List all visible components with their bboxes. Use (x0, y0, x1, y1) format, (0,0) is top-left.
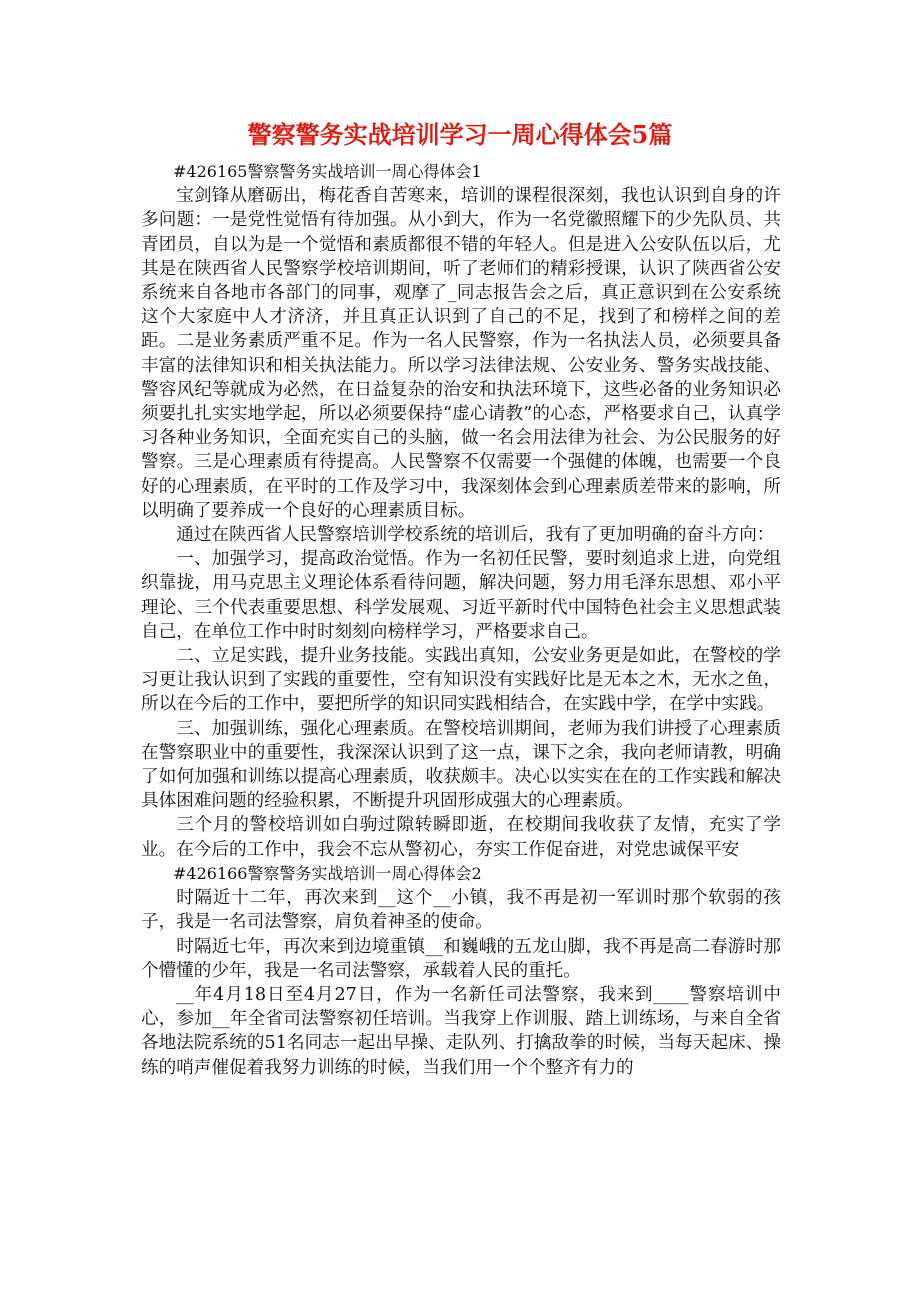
paragraph: 通过在陕西省人民警察培训学校系统的培训后，我有了更加明确的奋斗方向： (176, 525, 775, 546)
section-heading-1: #426165警察警务实战培训一周心得体会1 (173, 162, 482, 181)
paragraph: __年4月18日至4月27日，作为一名新任司法警察，我来到____警察培训中心，参加__年全省司法警察初任培训。当我穿上作训服、踏上训练场，与来自全省各地法院系统的51名同志一起出早操、走队列、打擒敌拳的时候，当每天起床、操练的哨声催促着我努力训练的时候，当我们用一个个整齐有力的 (141, 984, 781, 1078)
section-heading-2: #426166警察警务实战培训一周心得体会2 (173, 863, 482, 883)
document-body (141, 160, 781, 1080)
paragraph: 一、加强学习，提高政治觉悟。作为一名初任民警，要时刻追求上进，向党组织靠拢，用马克思主义理论体系看待问题，解决问题，努力用毛泽东思想、邓小平理论、三个代表重要思想、科学发展观、习近平新时代中国特色社会主义思想武装自己，在单位工作中时时刻刻向榜样学习，严格要求自己。 (141, 549, 781, 642)
document-title: 警察警务实战培训学习一周心得体会5篇 (247, 120, 673, 149)
paragraph: 宝剑锋从磨砺出，梅花香自苦寒来，培训的课程很深刻，我也认识到自身的许多问题：一是党性觉悟有待加强。从小到大，作为一名党徽照耀下的少先队员、共青团员，自以为是一个觉悟和素质都很不错的年轻人。但是进入公安队伍以后，尤其是在陕西省人民警察学校培训期间，听了老师们的精彩授课，认识了陕西省公安系统来自各地市各部门的同事，观摩了_同志报告会之后，真正意识到在公安系统这个大家庭中人才济济，并且真正认识到了自己的不足，找到了和榜样之间的差距。二是业务素质严重不足。作为一名人民警察，作为一名执法人员，必须要具备丰富的法律知识和相关执法能力。所以学习法律法规、公安业务、警务实战技能、警容风纪等就成为必然，在日益复杂的治安和执法环境下，这些必备的业务知识必须要扎扎实实地学起，所以必须要保持“虚心请教”的心态，严格要求自己，认真学习各种业务知识，全面充实自己的头脑，做一名会用法律为社会、为公民服务的好警察。三是心理素质有待提高。人民警察不仅需要一个强健的体魄，也需要一个良好的心理素质，在平时的工作及学习中，我深刻体会到心理素质差带来的影响，所以明确了要养成一个良好的心理素质目标。 (141, 186, 781, 521)
paragraph: 三、加强训练，强化心理素质。在警校培训期间，老师为我们讲授了心理素质在警察职业中的重要性，我深深认识到了这一点，课下之余，我向老师请教，明确了如何加强和训练以提高心理素质，收获颇丰。决心以实实在在的工作实践和解决具体困难问题的经验积累，不断提升巩固形成强大的心理素质。 (141, 718, 781, 812)
paragraph: 二、立足实践，提升业务技能。实践出真知，公安业务更是如此，在警校的学习更让我认识到了实践的重要性，空有知识没有实践好比是无本之木，无水之鱼，所以在今后的工作中，要把所学的知识同实践相结合，在实践中学，在学中实践。 (141, 646, 781, 715)
paragraph: 时隔近十二年，再次来到__这个__小镇，我不再是初一军训时那个软弱的孩子，我是一名司法警察，肩负着神圣的使命。 (141, 888, 781, 933)
paragraph: 时隔近七年，再次来到边境重镇__和巍峨的五龙山脚，我不再是高二春游时那个懵懂的少年，我是一名司法警察，承载着人民的重托。 (141, 936, 781, 981)
paragraph: 三个月的警校培训如白驹过隙转瞬即逝，在校期间我收获了友情，充实了学业。在今后的工作中，我会不忘从警初心，夯实工作促奋进，对党忠诚保平安 (141, 815, 781, 860)
